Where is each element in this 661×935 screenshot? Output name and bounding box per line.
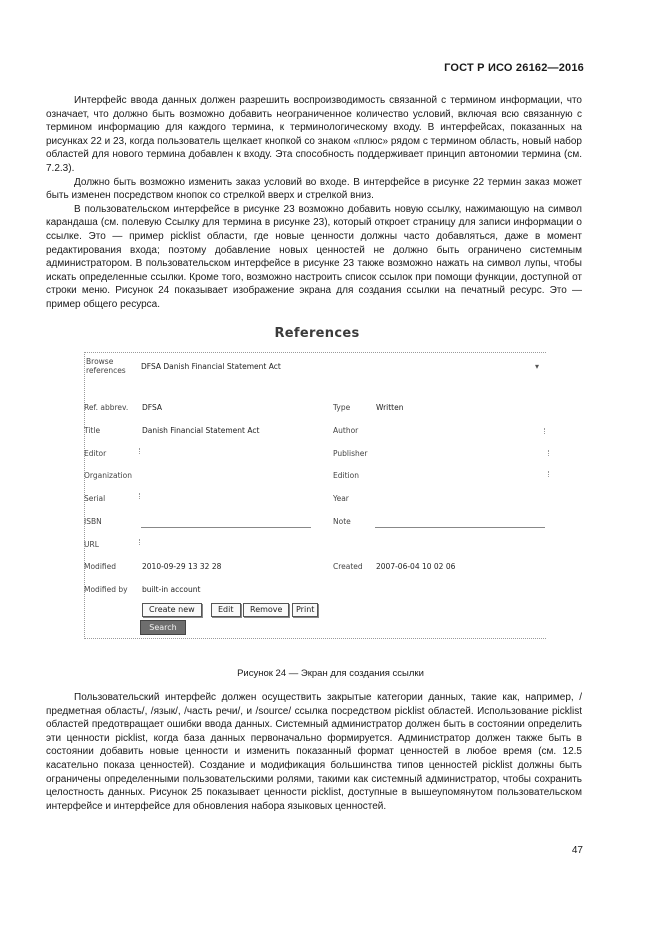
- body-text-top: [46, 94, 582, 312]
- paragraph: Пользовательский интерфейс должен осуществить закрытые категории данных, такие как, например, /предметная область/, /язык/, /часть речи/, и /source/ ссылка посредством picklist областей. Использование picklist областей предотвращает ошибки ввода данных. Системный администратор должен быть в состоянии определить эти ценности picklist, когда база данных первоначально формируется. Администратор должен также быть в состоянии добавить новые ценности и изменить показанный формат ценностей в любое время (см. 12.5 касательно показа ценностей). Создание и модификация большинства типов ценностей picklist должны быть ограничены определенными пользовательскими ролями, такими как системный администратор, чтобы сохранить целостность данных. Рисунок 25 показывает ценности picklist, доступные в вышеупомянутом пользовательском интерфейсе и интерфейсе для обновления набора языковых ценностей.: [46, 692, 582, 812]
- remove-button[interactable]: Remove: [243, 603, 289, 617]
- type-select[interactable]: Written: [376, 403, 404, 412]
- paragraph: В пользовательском интерфейсе в рисунке 23 возможно добавить новую ссылку, нажимающую на символ карандаша (см. полевую Ссылку для термина в рисунке 23), который откроет страницу для записи информации о ссылке. Это — пример picklist области, где новые ценности должны часто добавляться, даже в момент редактирования входа; поэтому добавление новых ценностей не должно быть ограничено системным администратором. В пользовательском интерфейсе в рисунке 23 также возможно нажать на символ лупы, чтобы искать определенные ссылки. Кроме того, возможно настроить список ссылок при помощи функции, доступной от строки меню. Рисунок 24 показывает изображение экрана для создания ссылки на печатный ресурс. Это — пример общего ресурса.: [46, 203, 582, 310]
- edition-field[interactable]: [548, 471, 550, 477]
- publisher-label: Publisher: [333, 449, 368, 458]
- modified-label: Modified: [84, 562, 117, 571]
- note-label: Note: [333, 517, 351, 526]
- serial-label: Serial: [84, 494, 106, 503]
- publisher-field[interactable]: [548, 450, 550, 456]
- figure-caption: Рисунок 24 — Экран для создания ссылки: [237, 668, 424, 679]
- note-field[interactable]: [375, 527, 545, 528]
- ref-abbrev-label: Ref. abbrev.: [84, 403, 129, 412]
- type-label: Type: [333, 403, 351, 412]
- references-screenshot: [84, 322, 550, 642]
- title-label: Title: [84, 426, 101, 435]
- divider: [84, 638, 546, 639]
- editor-label: Editor: [84, 449, 107, 458]
- create-new-button[interactable]: Create new: [142, 603, 202, 617]
- paragraph: Интерфейс ввода данных должен разрешить воспроизводимость связанной с термином информации, что означает, что должно быть возможно добавить неограниченное количество условий, включая всю связанную с термином информацию для каждого термина, к терминологическому входу. В интерфейсах, показанных на рисунках 22 и 23, когда пользователь щелкает кнопкой со знаком «плюс» рядом с термином область, новый набор областей для нового термина добавлен к входу. Эта способность поддерживает принцип автономии термина (см. 7.2.3).: [46, 95, 582, 174]
- modified-by-label: Modified by: [84, 585, 128, 594]
- author-label: Author: [333, 426, 359, 435]
- print-button[interactable]: Print: [292, 603, 318, 617]
- url-label: URL: [84, 540, 99, 549]
- title-field[interactable]: Danish Financial Statement Act: [142, 426, 260, 435]
- divider: [84, 352, 546, 353]
- figure-title: References: [274, 326, 360, 341]
- modified-by-value: built-in account: [142, 585, 201, 594]
- edition-label: Edition: [333, 471, 359, 480]
- ref-abbrev-field[interactable]: DFSA: [142, 403, 162, 412]
- url-field[interactable]: [139, 539, 141, 545]
- created-value: 2007-06-04 10 02 06: [376, 562, 456, 571]
- page-number: 47: [571, 845, 583, 856]
- body-text-bottom: [46, 691, 582, 813]
- created-label: Created: [333, 562, 363, 571]
- year-label: Year: [333, 494, 349, 503]
- editor-field[interactable]: [139, 448, 141, 454]
- author-field[interactable]: [544, 428, 546, 434]
- organization-label: Organization: [84, 471, 132, 480]
- standard-header: ГОСТ Р ИСО 26162—2016: [444, 62, 584, 74]
- search-button[interactable]: Search: [140, 620, 186, 635]
- browse-label: Browse references: [86, 357, 126, 375]
- isbn-label: ISBN: [84, 517, 102, 526]
- edit-button[interactable]: Edit: [211, 603, 241, 617]
- isbn-field[interactable]: [141, 527, 311, 528]
- paragraph: Должно быть возможно изменить заказ условий во входе. В интерфейсе в рисунке 22 термин заказ может быть изменен посредством кнопок со стрелкой вверх и стрелкой вниз.: [46, 176, 582, 202]
- dropdown-arrow-icon[interactable]: ▾: [535, 362, 540, 371]
- browse-select[interactable]: DFSA Danish Financial Statement Act: [141, 362, 281, 371]
- modified-value: 2010-09-29 13 32 28: [142, 562, 222, 571]
- serial-field[interactable]: [139, 493, 141, 499]
